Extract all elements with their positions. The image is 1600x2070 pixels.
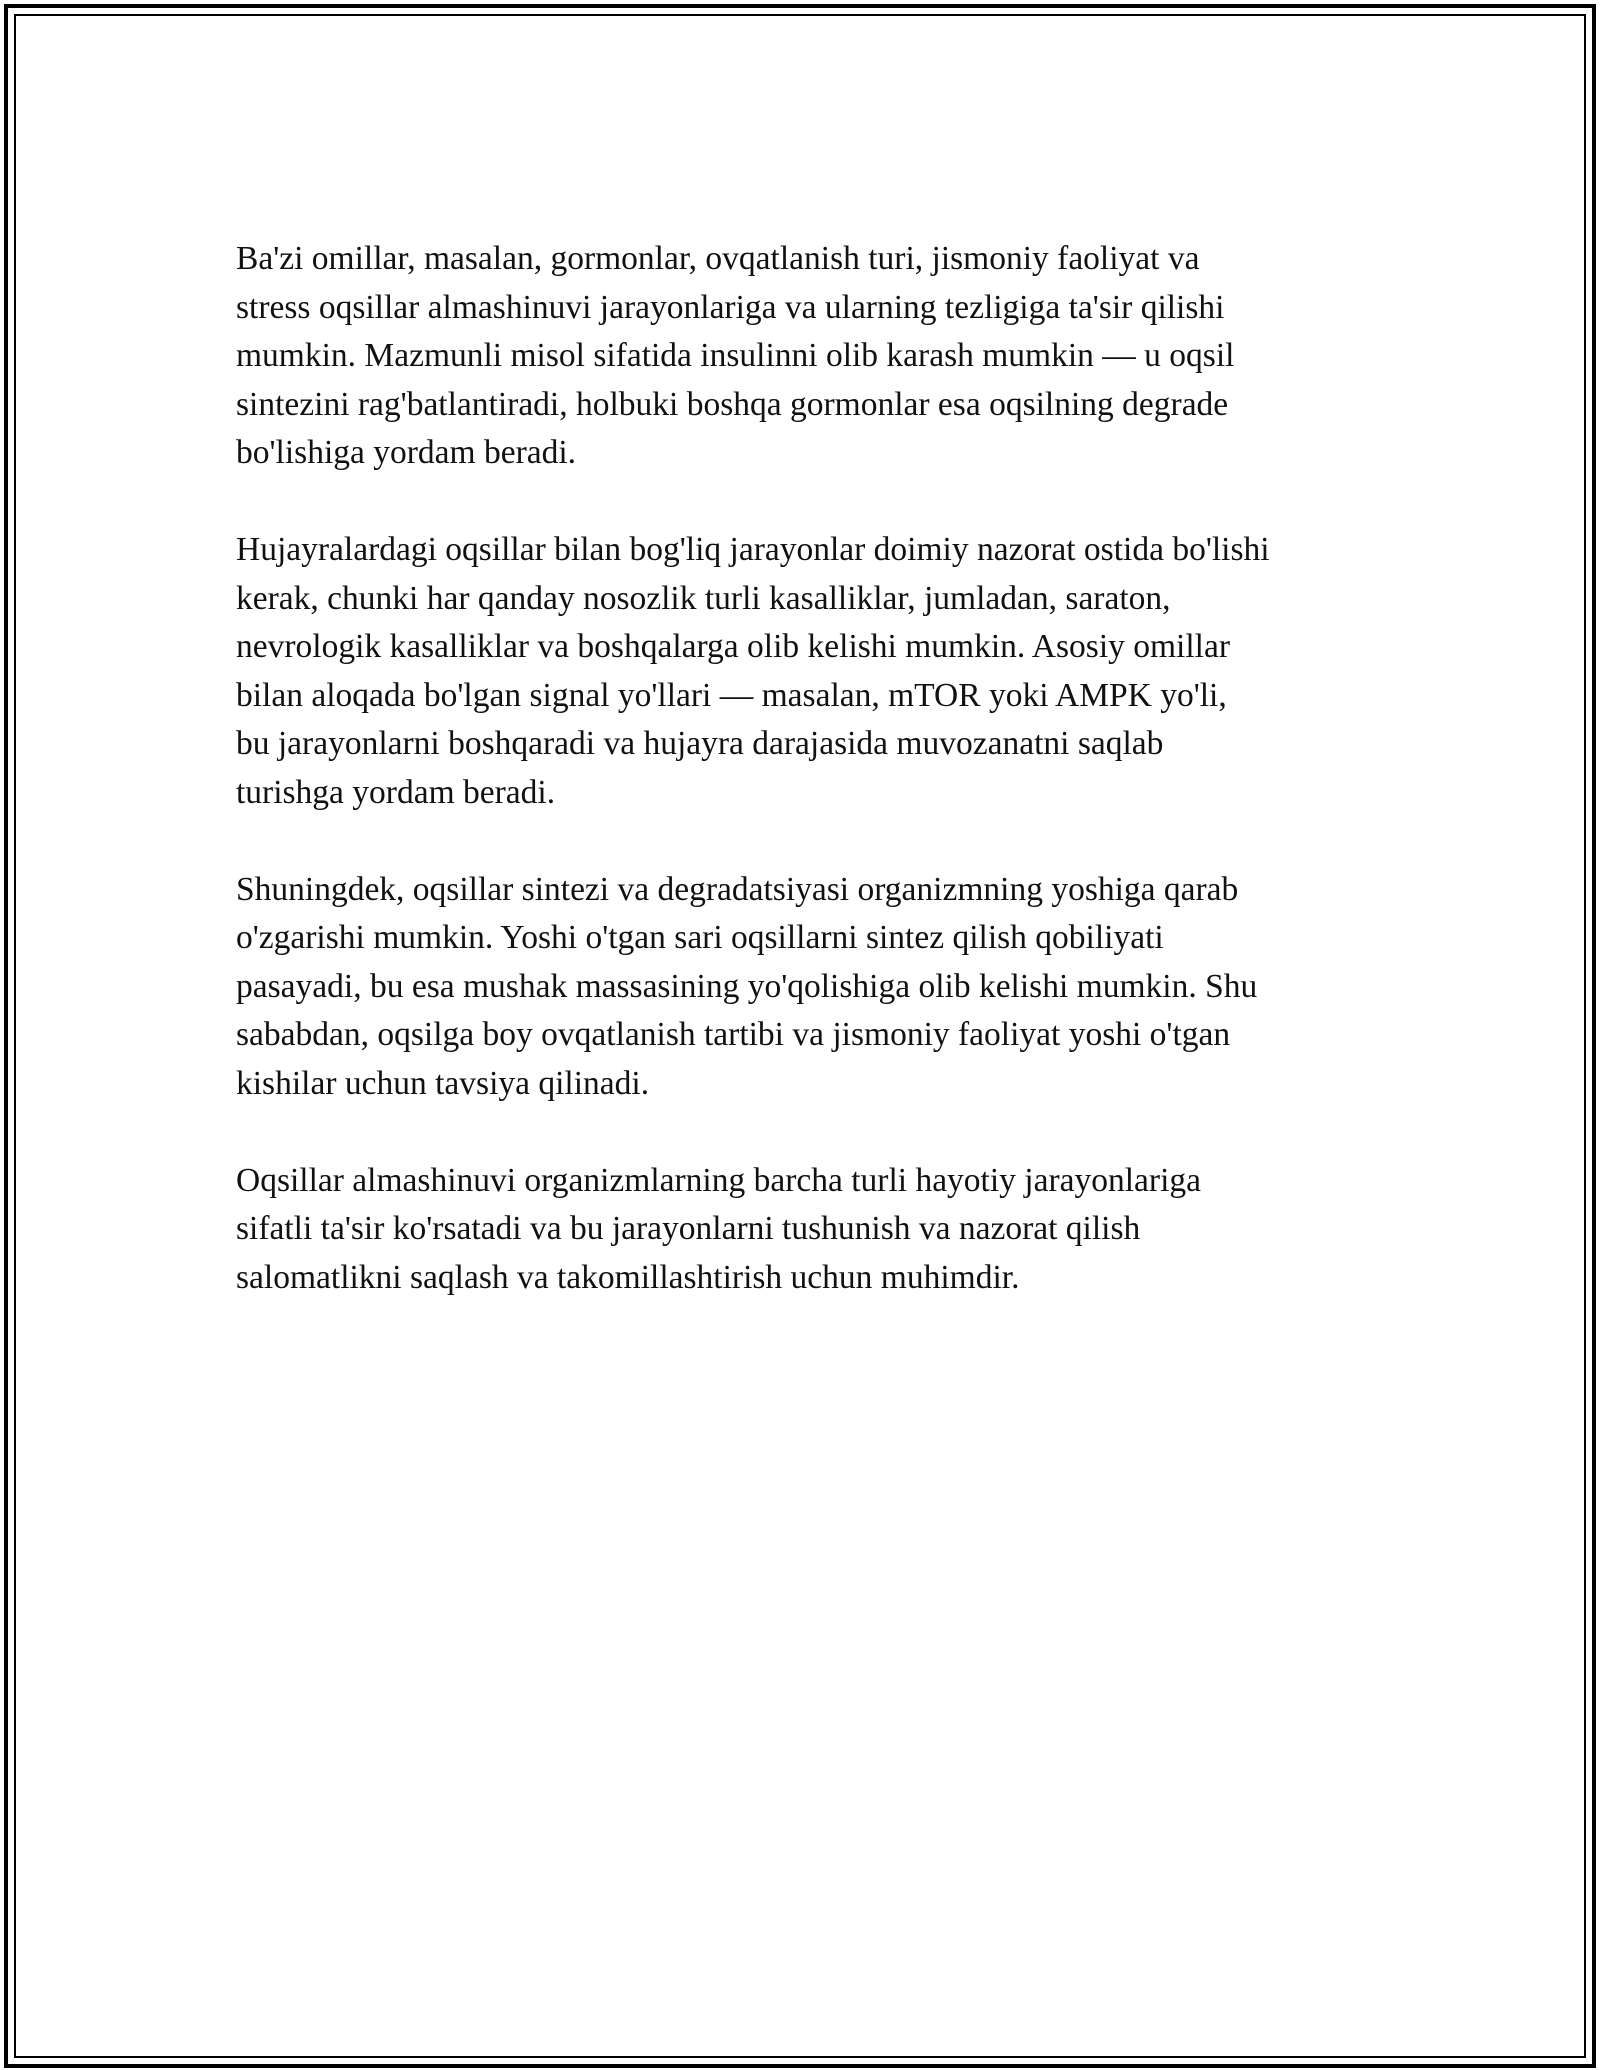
- paragraph-hormones: Ba'zi omillar, masalan, gormonlar, ovqatlanish turi, jismoniy faoliyat va stress oqsillar almashinuvi jarayonlariga va ularning tezligiga ta'sir qilishi mumkin. Mazmunli misol sifatida insulinni olib karash mumkin — u oqsil sintezini rag'batlantiradi, holbuki boshqa gormonlar esa oqsilning degrade bo'lishiga yordam beradi.: [236, 240, 1235, 471]
- paragraph-signal-pathways: Hujayralardagi oqsillar bilan bog'liq jarayonlar doimiy nazorat ostida bo'lishi kerak, chunki har qanday nosozlik turli kasalliklar, jumladan, saraton, nevrologik kasalliklar va boshqalarga olib kelishi mumkin. Asosiy omillar bilan aloqada bo'lgan signal yo'llari — masalan, mTOR yoki AMPK yo'li, bu jarayonlarni boshqaradi va hujayra darajasida muvozanatni saqlab turishga yordam beradi.: [236, 531, 1270, 811]
- paragraph-conclusion: Oqsillar almashinuvi organizmlarning barcha turli hayotiy jarayonlariga sifatli ta'sir ko'rsatadi va bu jarayonlarni tushunish va nazorat qilish salomatlikni saqlash va takomillashtirish uchun muhimdir.: [236, 1161, 1202, 1296]
- paragraph-aging: Shuningdek, oqsillar sintezi va degradatsiyasi organizmning yoshiga qarab o'zgarishi mumkin. Yoshi o'tgan sari oqsillarni sintez qilish qobiliyati pasayadi, bu esa mushak massasining yo'qolishiga olib kelishi mumkin. Shu sababdan, oqsilga boy ovqatlanish tartibi va jismoniy faoliyat yoshi o'tgan kishilar uchun tavsiya qilinadi.: [236, 870, 1258, 1102]
- document-body: [236, 235, 1376, 1351]
